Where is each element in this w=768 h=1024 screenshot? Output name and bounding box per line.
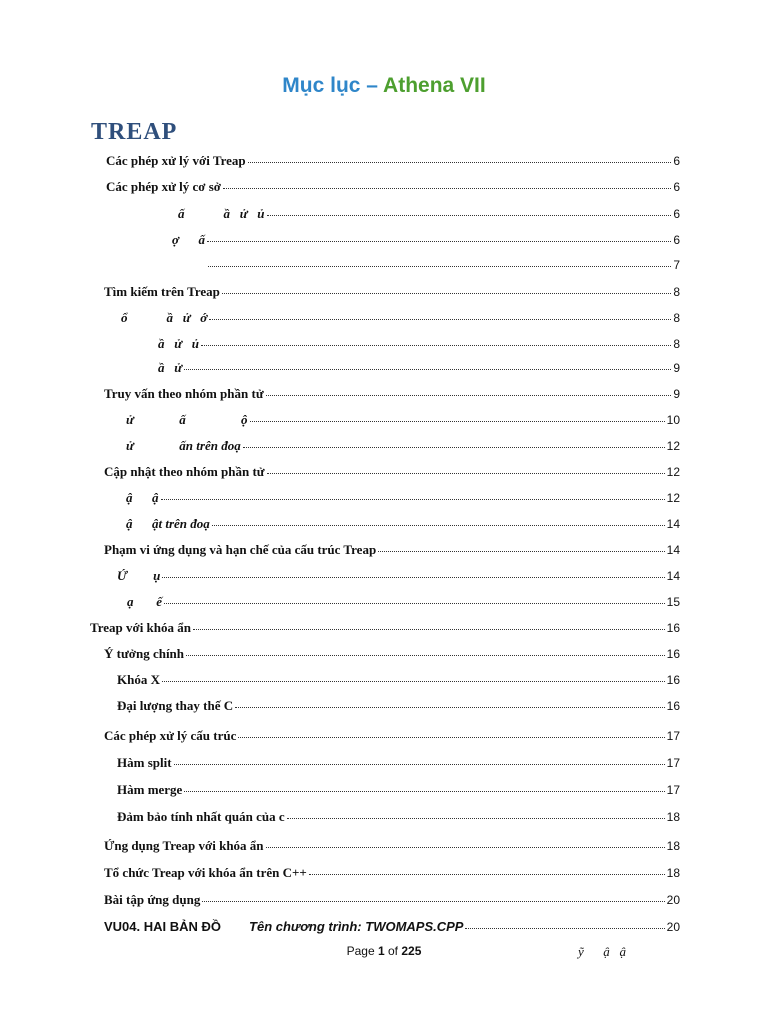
toc-entry-page: 10 xyxy=(666,413,680,427)
toc-entry-page: 18 xyxy=(666,810,680,824)
toc-leader-dots xyxy=(174,754,665,765)
title-part-2: Athena VII xyxy=(383,74,486,97)
toc-entry[interactable] xyxy=(104,464,680,484)
toc-entry[interactable] xyxy=(126,412,680,432)
toc-entry[interactable] xyxy=(104,542,680,562)
toc-entry[interactable] xyxy=(104,386,680,406)
toc-leader-dots xyxy=(287,808,665,819)
toc-entry-page: 6 xyxy=(673,180,680,194)
footer-of: of xyxy=(384,944,402,958)
toc-entry-page: 8 xyxy=(673,337,680,351)
page-footer xyxy=(0,944,768,958)
toc-entry[interactable] xyxy=(121,310,680,330)
toc-entry-page: 18 xyxy=(666,839,680,853)
toc-leader-dots xyxy=(201,335,671,346)
toc-entry-page: 16 xyxy=(666,699,680,713)
toc-entry[interactable] xyxy=(104,838,680,858)
toc-leader-dots xyxy=(186,645,665,656)
toc-entry-page: 9 xyxy=(673,361,680,375)
toc-entry-label: ậ ậ xyxy=(126,490,159,505)
toc-entry-page: 14 xyxy=(666,517,680,531)
toc-leader-dots xyxy=(161,489,665,500)
toc-entry-page: 16 xyxy=(666,673,680,687)
toc-leader-dots xyxy=(266,837,665,848)
toc-entry-label: ợ ấ xyxy=(172,232,205,247)
toc-leader-dots xyxy=(184,359,671,370)
toc-leader-dots xyxy=(162,671,665,682)
toc-leader-dots xyxy=(235,697,665,708)
toc-leader-dots xyxy=(208,256,671,267)
toc-entry-label: Ứ ụ xyxy=(117,568,161,583)
toc-entry-label: Các phép xử lý với Treap xyxy=(106,153,246,168)
toc-entry-page: 6 xyxy=(673,207,680,221)
toc-entry-page: 9 xyxy=(673,387,680,401)
toc-entry-label: ầ ử ủ xyxy=(158,336,200,351)
toc-entry[interactable] xyxy=(172,232,680,252)
toc-entry[interactable] xyxy=(178,206,680,226)
toc-leader-dots xyxy=(243,437,665,448)
toc-leader-dots xyxy=(309,864,665,875)
toc-entry-label: Phạm vi ứng dụng và hạn chế của cấu trúc Treap xyxy=(104,542,377,557)
toc-entry[interactable] xyxy=(106,153,680,173)
toc-leader-dots xyxy=(207,231,671,242)
toc-entry-label: Truy vấn theo nhóm phần tử xyxy=(104,386,264,401)
toc-entry[interactable] xyxy=(104,284,680,304)
toc-leader-dots xyxy=(164,593,665,604)
toc-entry[interactable] xyxy=(104,865,680,885)
toc-leader-dots xyxy=(378,541,664,552)
toc-leader-dots xyxy=(267,463,665,474)
toc-entry-label: Tổ chức Treap với khóa ẩn trên C++ xyxy=(104,865,307,880)
toc-leader-dots xyxy=(267,205,672,216)
toc-entry[interactable] xyxy=(117,809,680,829)
toc-entry-label: Hàm merge xyxy=(117,782,183,797)
section-heading: TREAP xyxy=(91,119,178,145)
toc-entry-label: ử ấn trên đoạ xyxy=(126,438,241,453)
toc-entry-label: Đảm bảo tính nhất quán của c xyxy=(117,809,285,824)
toc-entry-label-secondary: Tên chương trình: TWOMAPS.CPP xyxy=(249,919,464,934)
toc-entry-page: 16 xyxy=(666,647,680,661)
toc-entry[interactable] xyxy=(126,438,680,458)
toc-entry-label: ử ấ ộ xyxy=(126,412,248,427)
toc-entry-label: ấ ầ ử ủ xyxy=(178,206,265,221)
page-title xyxy=(0,74,768,98)
toc-leader-dots xyxy=(266,385,672,396)
toc-leader-dots xyxy=(212,515,665,526)
toc-entry[interactable] xyxy=(158,336,680,356)
toc-entry-label: Treap với khóa ẩn xyxy=(90,620,191,635)
toc-entry-page: 8 xyxy=(673,311,680,325)
toc-leader-dots xyxy=(248,152,672,163)
toc-leader-dots xyxy=(184,781,664,792)
toc-entry-label: Tìm kiếm trên Treap xyxy=(104,284,220,299)
toc-entry[interactable] xyxy=(104,919,680,939)
footer-total-pages: 225 xyxy=(401,944,422,958)
toc-entry-page: 12 xyxy=(666,439,680,453)
footer-current-page: 1 xyxy=(377,944,385,958)
toc-entry[interactable] xyxy=(117,672,680,692)
toc-entry-label: ầ ử xyxy=(158,360,183,375)
toc-entry-label: ậ ật trên đoạ xyxy=(126,516,210,531)
toc-entry[interactable] xyxy=(104,728,680,748)
footer-prefix: Page xyxy=(346,944,378,958)
toc-entry-label: Bài tập ứng dụng xyxy=(104,892,201,907)
toc-leader-dots xyxy=(209,309,671,320)
toc-entry[interactable] xyxy=(117,782,680,802)
toc-entry-page: 17 xyxy=(666,756,680,770)
toc-leader-dots xyxy=(222,283,671,294)
toc-entry-page: 20 xyxy=(666,893,680,907)
toc-entry-label: Ứng dụng Treap với khóa ẩn xyxy=(104,838,264,853)
toc-entry[interactable] xyxy=(90,620,680,640)
toc-entry-label: Cập nhật theo nhóm phần tử xyxy=(104,464,265,479)
toc-entry-label: Các phép xử lý cơ sở xyxy=(106,179,222,194)
toc-entry-label: Các phép xử lý cấu trúc xyxy=(104,728,237,743)
toc-entry[interactable] xyxy=(117,755,680,775)
toc-entry[interactable] xyxy=(117,568,680,588)
toc-entry-label: Hàm split xyxy=(117,755,172,770)
title-part-1: Mục lục – xyxy=(282,74,384,97)
toc-entry-label: Khóa X xyxy=(117,672,160,687)
toc-entry-page: 17 xyxy=(666,729,680,743)
toc-entry-label: ổ ầ ử ớ xyxy=(121,310,208,325)
toc-entry-page: 8 xyxy=(673,285,680,299)
toc-entry[interactable] xyxy=(104,646,680,666)
toc-entry-label: Đại lượng thay thế C xyxy=(117,698,234,713)
toc-entry[interactable] xyxy=(126,516,680,536)
toc-entry-page: 20 xyxy=(666,920,680,934)
toc-entry-page: 14 xyxy=(666,569,680,583)
toc-entry-page: 18 xyxy=(666,866,680,880)
toc-entry[interactable] xyxy=(158,360,680,380)
toc-entry-label: Ý tưởng chính xyxy=(104,646,185,661)
toc-entry-page: 7 xyxy=(673,258,680,272)
toc-leader-dots xyxy=(162,567,664,578)
toc-leader-dots xyxy=(465,918,664,929)
toc-entry-label: VU04. HAI BẢN ĐỒ xyxy=(104,919,222,934)
toc-entry-page: 17 xyxy=(666,783,680,797)
toc-entry-page: 14 xyxy=(666,543,680,557)
footer-right-text: ỹ ậ ậ xyxy=(578,944,627,959)
toc-leader-dots xyxy=(193,619,665,630)
toc-entry-page: 12 xyxy=(666,491,680,505)
toc-entry-page: 15 xyxy=(666,595,680,609)
toc-entry[interactable] xyxy=(117,698,680,718)
toc-entry[interactable] xyxy=(106,179,680,199)
toc-leader-dots xyxy=(238,727,664,738)
toc-entry[interactable] xyxy=(127,594,680,614)
toc-entry-page: 6 xyxy=(673,233,680,247)
toc-entry-page: 12 xyxy=(666,465,680,479)
toc-leader-dots xyxy=(202,891,664,902)
toc-leader-dots xyxy=(223,178,671,189)
toc-entry[interactable] xyxy=(126,490,680,510)
toc-entry-page: 16 xyxy=(666,621,680,635)
toc-entry-page: 6 xyxy=(673,154,680,168)
toc-entry[interactable] xyxy=(104,892,680,912)
toc-entry-label: ạ ế xyxy=(127,594,163,609)
toc-entry[interactable] xyxy=(206,258,680,278)
toc-leader-dots xyxy=(250,411,665,422)
